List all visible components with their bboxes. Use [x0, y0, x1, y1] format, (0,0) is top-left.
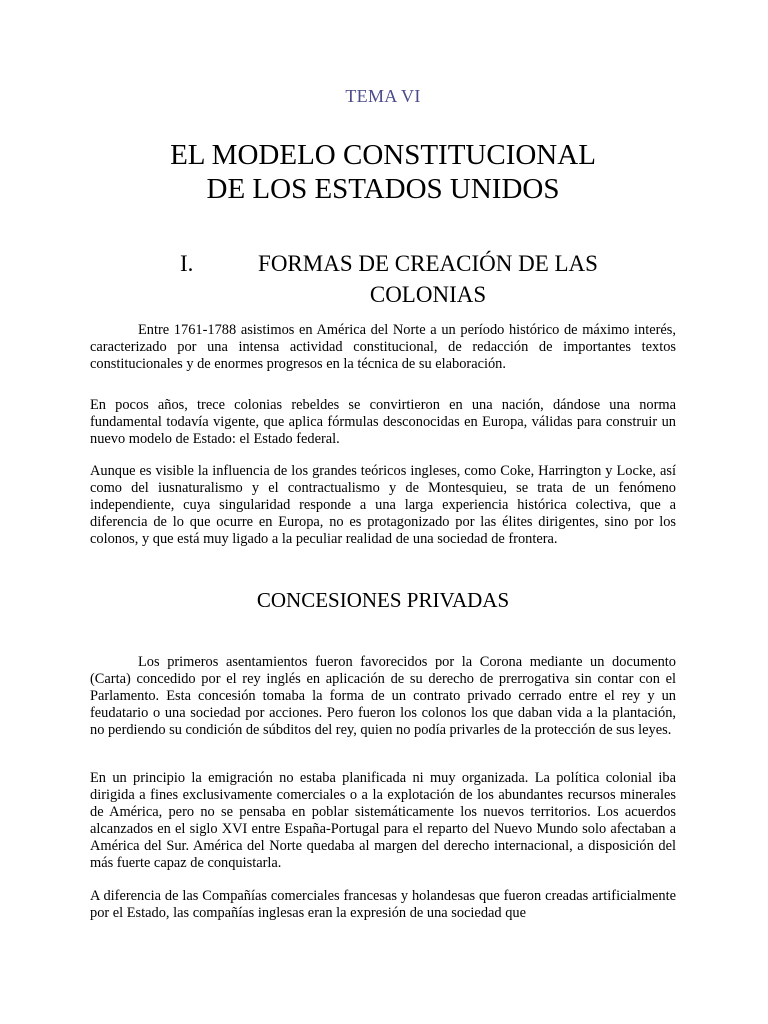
paragraph-concesiones-2: En un principio la emigración no estaba planificada ni muy organizada. La política colonial iba dirigida a fines exclusivamente comerciales o a la explotación de los abundantes recursos minerales de América, pero no se pensaba en poblar sistemáticamente los nuevos territorios. Los acuerdos alcanzados en el siglo XVI entre España-Portugal para el reparto del Nuevo Mundo solo afectaban a América del Sur. América del Norte quedaba al margen del derecho internacional, a disposición del más fuerte capaz de conquistarla. — [90, 770, 676, 871]
section-title-line-1: FORMAS DE CREACIÓN DE LAS — [258, 251, 598, 276]
paragraph-intro-3: Aunque es visible la influencia de los grandes teóricos ingleses, como Coke, Harrington y Locke, así como del iusnaturalismo y el contractualismo y de Montesquieu, se trata de un fenómeno independiente, cuya singularidad responde a una larga experiencia histórica colectiva, que a diferencia de lo que ocurre en Europa, no es protagonizado por las élites dirigentes, sino por los colonos, y que está muy ligado a la peculiar realidad de una sociedad de frontera. — [90, 463, 676, 547]
paragraph-intro-1: Entre 1761-1788 asistimos en América del Norte a un período histórico de máximo interés, caracterizado por una intensa actividad constitucional, de redacción de importantes textos constitucionales y de enormes progresos en la técnica de su elaboración. — [90, 322, 676, 372]
title-line-2: DE LOS ESTADOS UNIDOS — [206, 173, 560, 205]
section-title — [228, 248, 628, 310]
chapter-label: TEMA VI — [345, 86, 421, 106]
paragraph-intro-2: En pocos años, trece colonias rebeldes se convirtieron en una nación, dándose una norma fundamental todavía vigente, que aplica fórmulas desconocidas en Europa, válidas para construir un nuevo modelo de Estado: el Estado federal. — [90, 397, 676, 447]
subsection-heading: CONCESIONES PRIVADAS — [256, 588, 510, 612]
paragraph-concesiones-3: A diferencia de las Compañías comerciales francesas y holandesas que fueron creadas artificialmente por el Estado, las compañías inglesas eran la expresión de una sociedad que — [90, 888, 676, 921]
paragraph-concesiones-1: Los primeros asentamientos fueron favorecidos por la Corona mediante un documento (Carta) concedido por el rey inglés en aplicación de su derecho de prerrogativa sin contar con el Parlamento. Esta concesión tomaba la forma de un contrato privado cerrado entre el rey y un feudatario o una sociedad por acciones. Pero fueron los colonos los que daban vida a la plantación, no perdiendo su condición de súbditos del rey, quien no podía privarles de la protección de sus leyes. — [90, 654, 676, 738]
title-line-1: EL MODELO CONSTITUCIONAL — [170, 139, 596, 171]
section-title-line-2: COLONIAS — [369, 282, 487, 307]
page-title — [90, 138, 676, 206]
section-number: I. — [180, 251, 194, 276]
